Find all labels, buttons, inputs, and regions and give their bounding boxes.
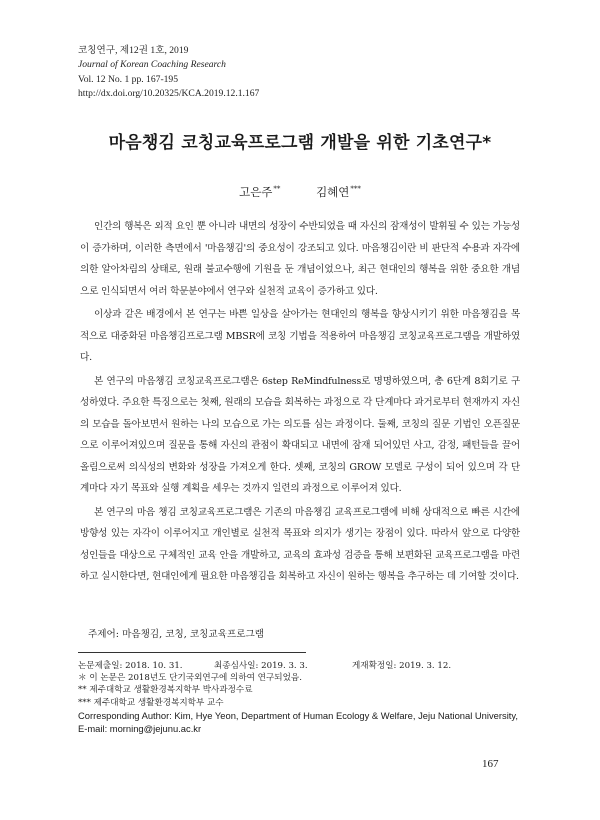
abstract-paragraph: 본 연구의 마음 챙김 코칭교육프로그램은 기존의 마음챙김 교육프로그램에 비해 상대적으로 빠른 시간에 방향성 있는 자각이 이루어지고 개인별로 실천적 목표와 의지가 생기는 장점이 있다. 따라서 앞으로 다양한 성인들을 대상으로 구체적인 교육 안을 개발하고, 교육의 효과성 검증을 통해 보편화된 교육프로그램을 마련하고 실시한다면, 현대인에게 필요한 마음챙김을 회복하고 자신이 원하는 행복을 추구하는 데 기여할 것이다. [80,506,520,582]
footnote-divider [78,652,306,653]
abstract-paragraph: 인간의 행복은 외적 요인 뿐 아니라 내면의 성장이 수반되었을 때 자신의 잠재성이 발휘될 수 있는 가능성이 증가하며, 이러한 측면에서 '마음챙김'의 중요성이 강조되고 있다. 마음챙김이란 비 판단적 수용과 자각에 의한 알아차림의 상태로, 원래 불교수행에 기원을 둔 개념이었으나, 최근 현대인의 행복을 위한 중요한 개념으로 인식되면서 여러 학문분야에서 연구와 실천적 교육이 증가하고 있다. [80,221,520,297]
footnote-author-1: ** 제주대학교 생활환경복지학부 박사과정수료 [78,685,253,696]
paper-title: 마음챙김 코칭교육프로그램 개발을 위한 기초연구* [108,133,492,153]
author-list [0,184,600,200]
author-name: 김혜연 [316,185,350,199]
footnotes [78,660,522,735]
author-footnote-mark: ** [273,185,281,193]
journal-name: Journal of Korean Coaching Research [78,59,226,71]
footnote-author-2: *** 제주대학교 생활환경복지학부 교수 [78,697,224,708]
abstract-paragraph: 본 연구의 마음챙김 코칭교육프로그램은 6step ReMindfulness로 명명하였으며, 총 6단계 8회기로 구성하였다. 주요한 특징으로는 첫째, 원래의 모습을 회복하는 과정으로 각 단계마다 과거로부터 현재까지 자신의 모습을 돌아보면서 원하는 나의 모습으로 가는 의도를 심는 과정이다. 둘째, 코칭의 질문 기법인 오픈질문으로 이루어져있으며 질문을 통해 자신의 관점이 확대되고 내면에 잠재 되어있던 사고, 감정, 패턴들을 끌어올림으로써 의식성의 변화와 성장을 가져오게 한다. 셋째, 코칭의 GROW 모델로 구성이 되어 있으며 각 단계마다 자기 목표와 실행 계획을 세우는 것까지 일련의 과정으로 이루어져 있다. [80,375,520,494]
date-line [78,660,522,672]
author-2 [316,184,361,200]
accepted-date: 게재확정일: 2019. 3. 12. [352,661,452,671]
corresponding-author: Corresponding Author: Kim, Hye Yeon, Department of Human Ecology & Welfare, Jeju National University, E-mail: morning@jejunu.ac.kr [78,709,518,734]
journal-issue: 코칭연구, 제12권 1호, 2019 [78,45,189,56]
doi-link[interactable]: http://dx.doi.org/10.20325/KCA.2019.12.1.167 [78,88,260,100]
abstract-paragraph: 이상과 같은 배경에서 본 연구는 바쁜 일상을 살아가는 현대인의 행복을 향상시키기 위한 마음챙김을 목적으로 대중화된 마음챙김프로그램 MBSR에 코칭 기법을 적용하여 마음챙김 코칭교육프로그램을 개발하였다. [80,309,520,363]
page-number: 167 [482,758,499,770]
submitted-date: 논문제출일: 2018. 10. 31. [78,661,183,671]
journal-volume-pages: Vol. 12 No. 1 pp. 167-195 [78,73,179,85]
author-1 [239,184,280,200]
author-name: 고은주 [239,185,273,199]
footnote-funding: ＊ 이 논문은 2018년도 단기국외연구에 의하여 연구되었음. [78,673,302,684]
journal-header [78,44,259,102]
author-footnote-mark: *** [350,185,361,193]
abstract [80,216,520,588]
keywords: 주제어: 마음챙김, 코칭, 코칭교육프로그램 [88,629,265,640]
review-date: 최종심사일: 2019. 3. 3. [214,661,308,671]
